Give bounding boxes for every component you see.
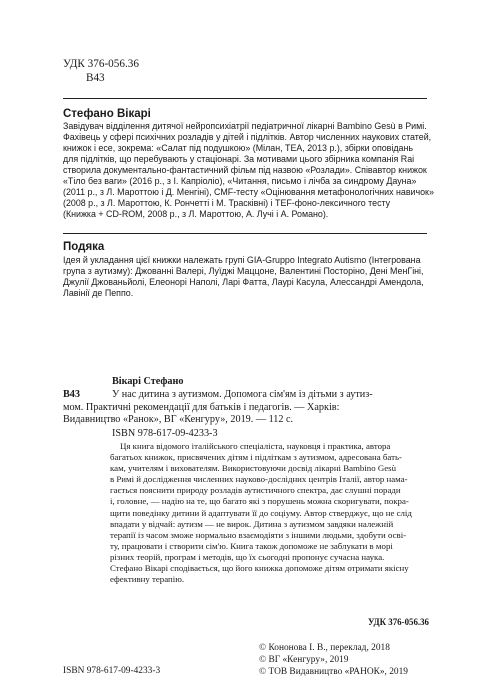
annotation-line: гається пояснити природу розладів аутистичного спектра, дає слушні поради: [110, 485, 401, 496]
copyright-line: © ВГ «Кенгуру», 2019: [259, 654, 349, 665]
annotation-line: ту, працювати і створити сім'ю. Книга також допоможе не заблукати в морі: [110, 540, 393, 551]
author-bio-line: (Книжка + CD-ROM, 2008 р., з Л. Мароттою, А. Лучі і А. Романо).: [63, 209, 329, 220]
author-bio: [63, 121, 434, 220]
thanks-line: Ідея й укладання цієї книжки належать групі GIA-Gruppo Integrato Autismo (Інтегрована: [63, 255, 421, 265]
annotation-line: Ця книга відомого італійського спеціаліста, науковця і практика, автора: [120, 441, 391, 451]
annotation-line: кам, учителям і вихователям. Використовуючи досвід лікарні Bambino Gesù: [110, 463, 397, 474]
library-code: В43: [86, 72, 105, 84]
annotation-line: ефективну терапію.: [110, 574, 185, 585]
copyright-line: © ТОВ Видавництво «РАНОК», 2019: [259, 666, 408, 677]
thanks-text: [63, 255, 429, 299]
annotation-line: і, головне, — надію на те, що багато які з порушень можна скоригувати, покра-: [110, 496, 409, 507]
catalog-title-line: мом. Практичні рекомендації для батьків і педагогів. — Харків:: [63, 401, 340, 413]
catalog-isbn: ISBN 978-617-09-4233-3: [112, 428, 218, 439]
copyright-block: [259, 643, 408, 678]
thanks-line: Лавінії де Пеппо.: [63, 288, 134, 299]
divider: [63, 98, 427, 99]
annotation-line: щити поведінку дитини й адаптувати її до соціуму. Автор стверджує, що не слід: [110, 507, 412, 518]
thanks-line: група з аутизму): Джованні Валері, Луїджі Маццоне, Валентині Посторіно, Дені МенГіні,: [63, 266, 424, 277]
author-bio-line: книжок і есе, зокрема: «Салат під подушкою» (Мілан, TEA, 2013 р.), збірки оповідань: [63, 143, 414, 154]
author-bio-line: (2008 р., з Л. Мароттою, К. Рончетті і М. Трасківні) і TEF-фоно-лексичного тесту: [63, 198, 391, 209]
divider: [63, 233, 427, 234]
annotation-line: Стефано Вікарі сподівається, що його книжка допоможе дітям отримати якісну: [110, 563, 409, 574]
thanks-line: Джулії Джованьйолі, Елеонорі Наполі, Ларі Фатта, Лаурі Касула, Алессандрі Амендола,: [63, 277, 424, 288]
author-bio-line: (2011 р., з Л. Мароттою і Д. Менгіні), CMF-тесту «Оцінювання метафонологічних навичок»: [63, 187, 434, 198]
annotation-line: в Римі й дослідження численних науково-дослідних центрів Італії, автор нама-: [110, 474, 408, 485]
catalog-title-line: У нас дитина з аутизмом. Допомога сім'ям із дітьми з аутиз-: [112, 389, 373, 400]
copyright-line: © Кононова І. В., переклад, 2018: [259, 643, 390, 653]
catalog-title-line: Видавництво «Ранок», ВГ «Кенгуру», 2019. — 112 с.: [63, 414, 294, 426]
author-bio-line: створила документально-фантастичний фільм під назвою «Розлади». Співавтор книжок: [63, 165, 427, 176]
annotation-line: терапії із часом зможе нормально взаємодіяти з іншими людьми, здобути осві-: [110, 529, 407, 540]
catalog-code: В43: [63, 389, 80, 400]
isbn-bottom: ISBN 978-617-09-4233-3: [63, 666, 161, 676]
author-bio-line: Фахівець у сфері психічних розладів у дітей і підлітків. Автор численних наукових статей,: [63, 132, 432, 143]
udk-bottom: УДК 376-056.36: [367, 617, 429, 627]
udk-block: [63, 57, 139, 85]
annotation-line: впадати у відчай: аутизм — не вирок. Дитина з аутизмом завдяки належній: [110, 518, 394, 529]
annotation-line: багатьох книжок, присвячених дітям і підліткам з аутизмом, адресована бать-: [110, 452, 402, 463]
udk-code: УДК 376-056.36: [63, 58, 139, 70]
author-bio-line: для підлітків, що перебувають у стаціонарі. За мотивами цього збірника компанія Rai: [63, 154, 415, 165]
author-bio-line: «Тіло без ваги» (2016 р., з І. Капріоліо), «Читання, письмо і лічба за синдрому Дауна»: [63, 176, 417, 187]
author-bio-line: Завідувач відділення дитячої нейропсихіатрії педіатричної лікарні Bambino Gesù в Римі.: [63, 121, 427, 131]
thanks-heading: Подяка: [63, 241, 105, 253]
author-heading: Стефано Вікарі: [63, 108, 151, 120]
catalog-author: Вікарі Стефано: [112, 376, 184, 387]
annotation: [110, 441, 430, 585]
annotation-line: різних теорій, програм і методів, що їх сьогодні пропонує сучасна наука.: [110, 551, 385, 562]
